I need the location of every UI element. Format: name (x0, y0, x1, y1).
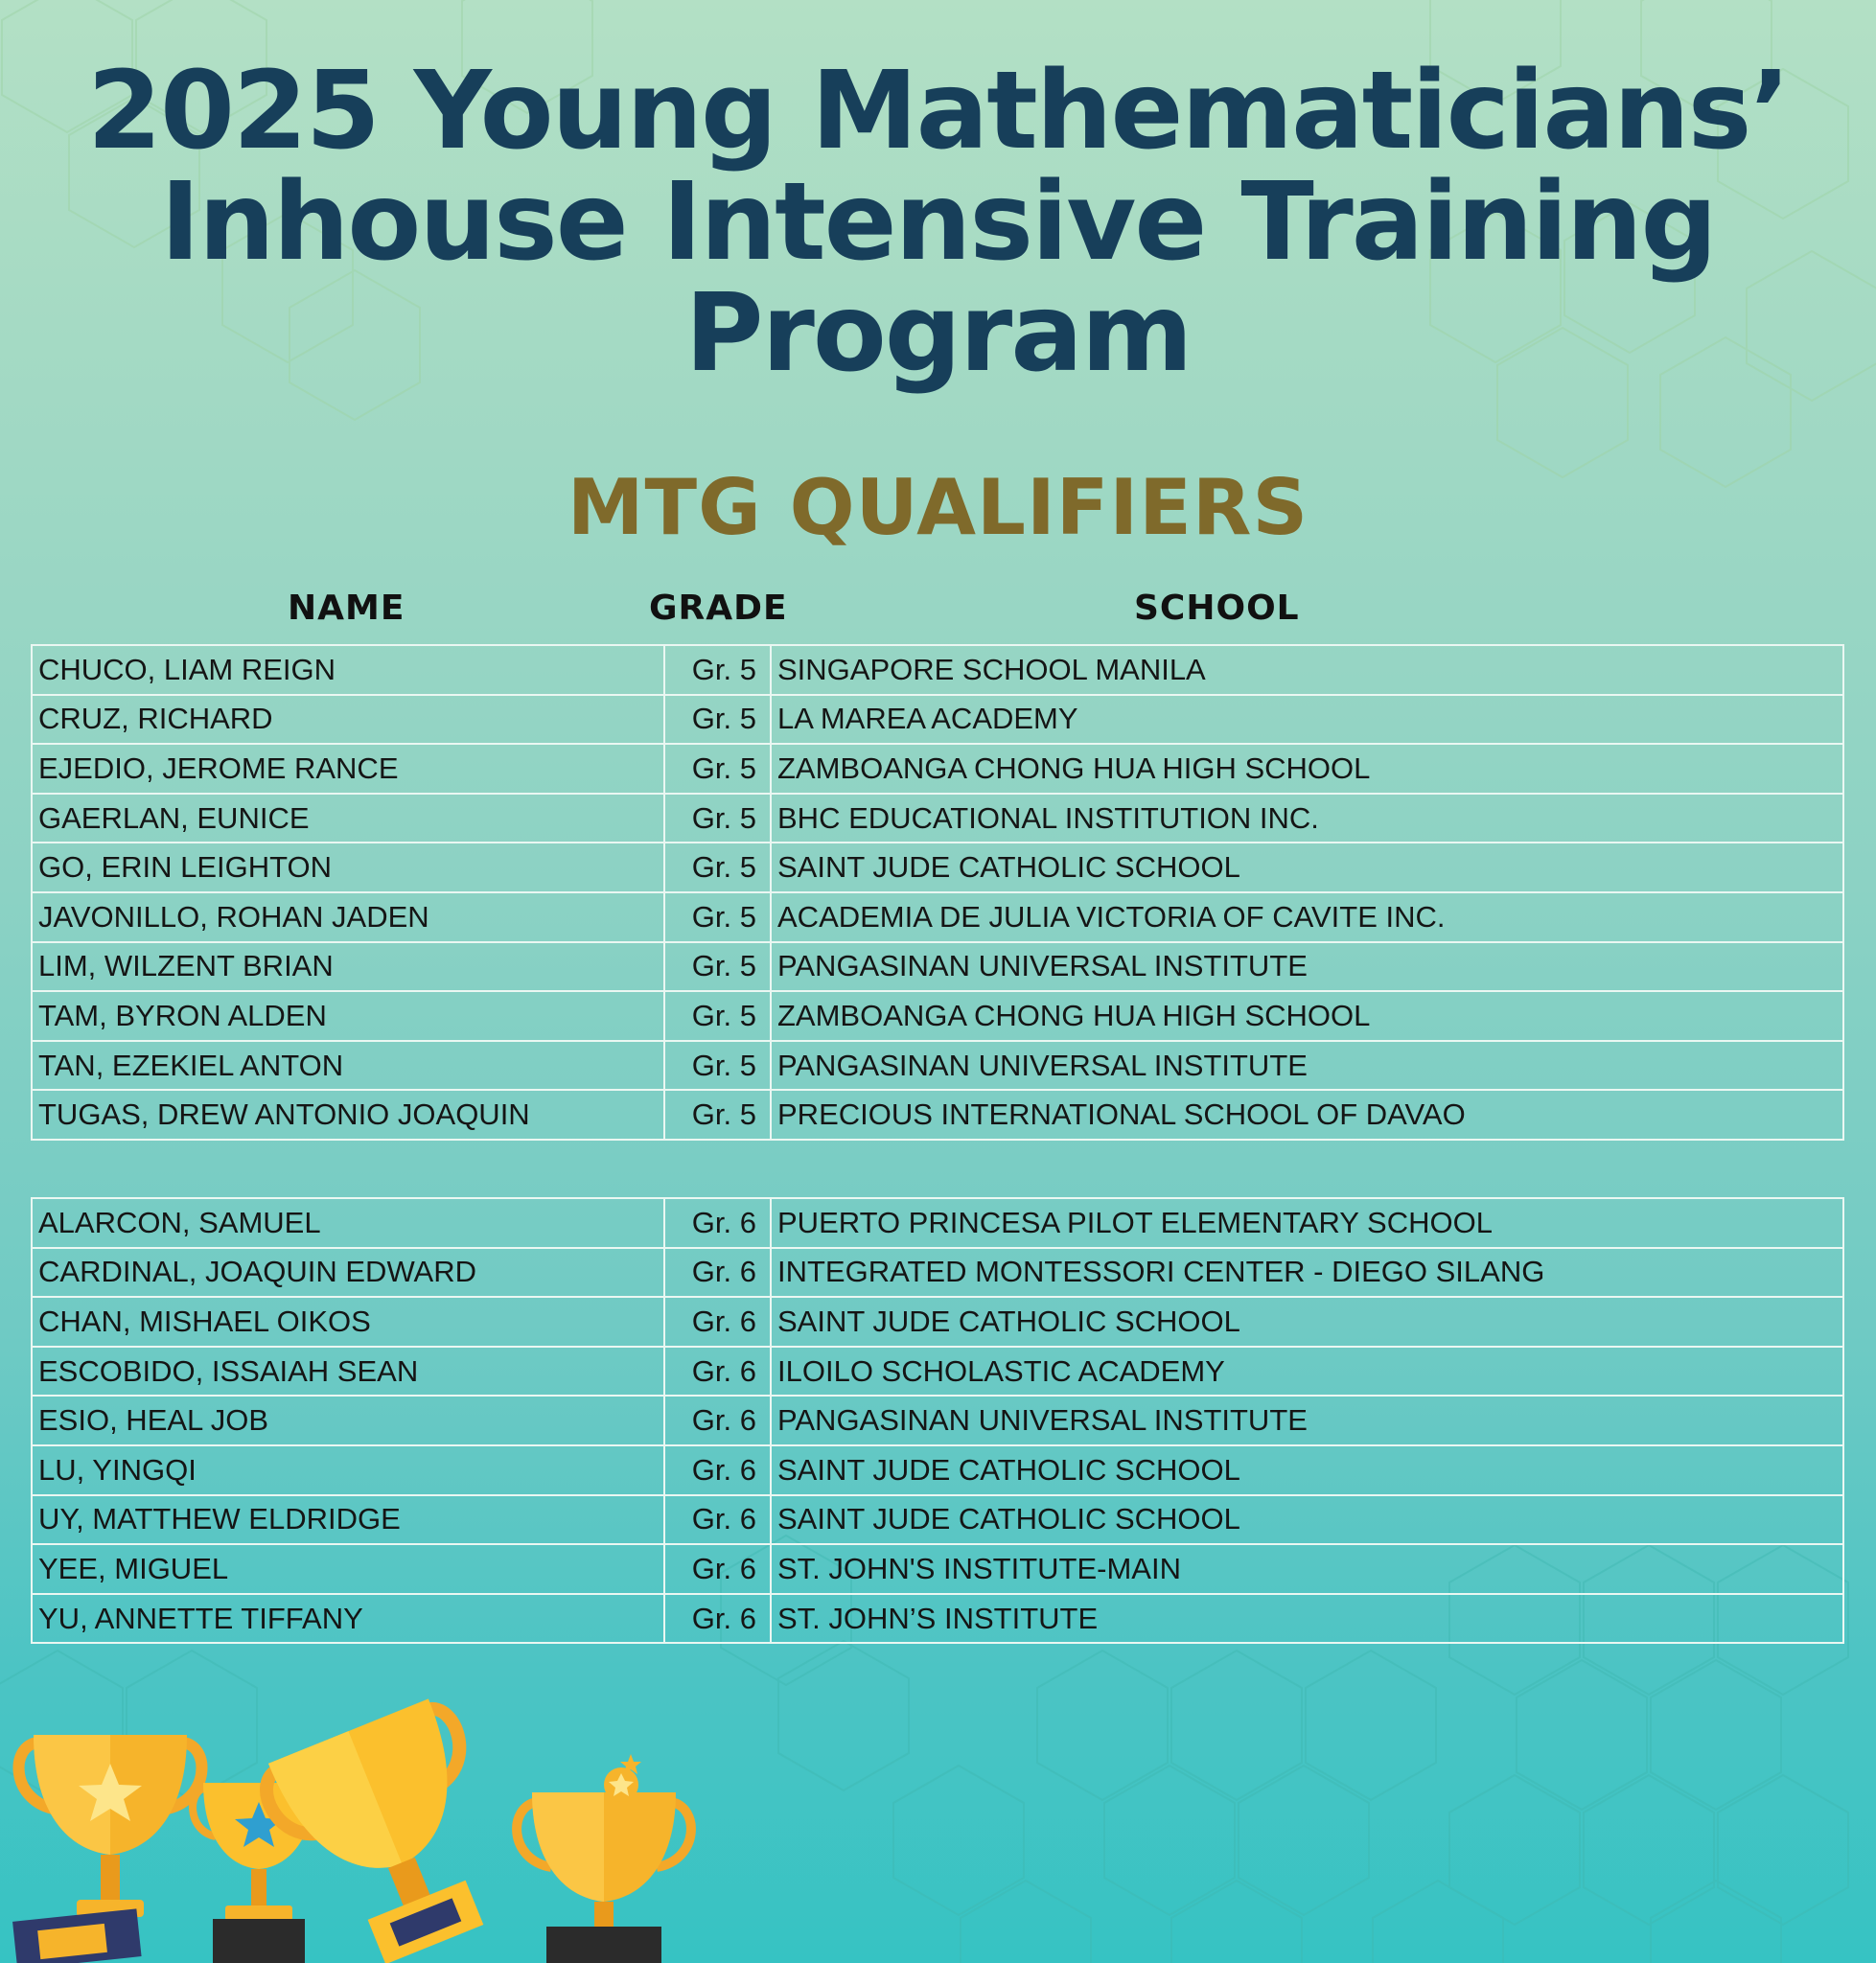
table-row (32, 1248, 1843, 1298)
row-grade: Gr. 6 (664, 1396, 771, 1445)
row-school: ZAMBOANGA CHONG HUA HIGH SCHOOL (771, 744, 1843, 794)
row-school: SAINT JUDE CATHOLIC SCHOOL (771, 1495, 1843, 1545)
row-grade: Gr. 6 (664, 1445, 771, 1495)
row-school: BHC EDUCATIONAL INSTITUTION INC. (771, 794, 1843, 843)
table-row (32, 1594, 1843, 1644)
row-school: ZAMBOANGA CHONG HUA HIGH SCHOOL (771, 991, 1843, 1041)
row-grade: Gr. 5 (664, 892, 771, 942)
table-row (32, 1495, 1843, 1545)
table-row (32, 1396, 1843, 1445)
row-school: PUERTO PRINCESA PILOT ELEMENTARY SCHOOL (771, 1198, 1843, 1248)
row-school: ST. JOHN'S INSTITUTE-MAIN (771, 1544, 1843, 1594)
row-name: GAERLAN, EUNICE (32, 794, 664, 843)
grade6-table (31, 1197, 1844, 1644)
row-grade: Gr. 6 (664, 1297, 771, 1347)
trophy-icon (12, 1735, 201, 1963)
row-grade: Gr. 5 (664, 843, 771, 892)
table-row (32, 744, 1843, 794)
row-grade: Gr. 5 (664, 991, 771, 1041)
row-name: ALARCON, SAMUEL (32, 1198, 664, 1248)
title-line-1: 2025 Young Mathematicians’ (87, 49, 1789, 173)
table-row (32, 843, 1843, 892)
title-line-2: Inhouse Intensive Training (160, 160, 1716, 285)
table-row (32, 942, 1843, 992)
row-name: CHAN, MISHAEL OIKOS (32, 1297, 664, 1347)
row-name: YEE, MIGUEL (32, 1544, 664, 1594)
row-grade: Gr. 6 (664, 1347, 771, 1397)
column-header-school: SCHOOL (1134, 589, 1300, 628)
table-row (32, 892, 1843, 942)
row-name: ESIO, HEAL JOB (32, 1396, 664, 1445)
row-name: TUGAS, DREW ANTONIO JOAQUIN (32, 1090, 664, 1140)
table-row (32, 1198, 1843, 1248)
table-row (32, 1090, 1843, 1140)
trophy-icon (517, 1754, 691, 1963)
row-name: CARDINAL, JOAQUIN EDWARD (32, 1248, 664, 1298)
table-row (32, 695, 1843, 745)
table-row (32, 1445, 1843, 1495)
row-school: ST. JOHN’S INSTITUTE (771, 1594, 1843, 1644)
row-name: LIM, WILZENT BRIAN (32, 942, 664, 992)
row-grade: Gr. 6 (664, 1495, 771, 1545)
row-name: UY, MATTHEW ELDRIDGE (32, 1495, 664, 1545)
row-grade: Gr. 6 (664, 1248, 771, 1298)
row-name: TAM, BYRON ALDEN (32, 991, 664, 1041)
row-grade: Gr. 5 (664, 645, 771, 695)
table-row (32, 1041, 1843, 1091)
row-school: PANGASINAN UNIVERSAL INSTITUTE (771, 1396, 1843, 1445)
table-row (32, 1297, 1843, 1347)
trophies-illustration (0, 1697, 729, 1963)
row-grade: Gr. 5 (664, 744, 771, 794)
row-name: ESCOBIDO, ISSAIAH SEAN (32, 1347, 664, 1397)
row-grade: Gr. 6 (664, 1594, 771, 1644)
row-school: ACADEMIA DE JULIA VICTORIA OF CAVITE INC. (771, 892, 1843, 942)
row-name: CRUZ, RICHARD (32, 695, 664, 745)
row-grade: Gr. 6 (664, 1198, 771, 1248)
grade5-table (31, 644, 1844, 1141)
row-school: ILOILO SCHOLASTIC ACADEMY (771, 1347, 1843, 1397)
row-school: SAINT JUDE CATHOLIC SCHOOL (771, 1445, 1843, 1495)
row-grade: Gr. 5 (664, 1090, 771, 1140)
row-school: LA MAREA ACADEMY (771, 695, 1843, 745)
row-grade: Gr. 5 (664, 695, 771, 745)
row-school: PANGASINAN UNIVERSAL INSTITUTE (771, 1041, 1843, 1091)
section-subtitle: MTG QUALIFIERS (567, 463, 1309, 552)
table-row (32, 1544, 1843, 1594)
table-row (32, 991, 1843, 1041)
row-school: INTEGRATED MONTESSORI CENTER - DIEGO SILANG (771, 1248, 1843, 1298)
page-title (0, 49, 1876, 396)
row-grade: Gr. 5 (664, 794, 771, 843)
row-grade: Gr. 5 (664, 942, 771, 992)
table-row (32, 1347, 1843, 1397)
row-school: SINGAPORE SCHOOL MANILA (771, 645, 1843, 695)
row-school: SAINT JUDE CATHOLIC SCHOOL (771, 1297, 1843, 1347)
row-name: JAVONILLO, ROHAN JADEN (32, 892, 664, 942)
column-header-name: NAME (288, 589, 405, 628)
row-grade: Gr. 6 (664, 1544, 771, 1594)
row-name: TAN, EZEKIEL ANTON (32, 1041, 664, 1091)
title-line-3: Program (684, 271, 1192, 396)
row-name: YU, ANNETTE TIFFANY (32, 1594, 664, 1644)
table-row (32, 645, 1843, 695)
table-row (32, 794, 1843, 843)
row-name: EJEDIO, JEROME RANCE (32, 744, 664, 794)
row-school: PRECIOUS INTERNATIONAL SCHOOL OF DAVAO (771, 1090, 1843, 1140)
row-school: SAINT JUDE CATHOLIC SCHOOL (771, 843, 1843, 892)
row-name: GO, ERIN LEIGHTON (32, 843, 664, 892)
row-grade: Gr. 5 (664, 1041, 771, 1091)
row-school: PANGASINAN UNIVERSAL INSTITUTE (771, 942, 1843, 992)
row-name: LU, YINGQI (32, 1445, 664, 1495)
column-header-grade: GRADE (649, 589, 788, 628)
row-name: CHUCO, LIAM REIGN (32, 645, 664, 695)
